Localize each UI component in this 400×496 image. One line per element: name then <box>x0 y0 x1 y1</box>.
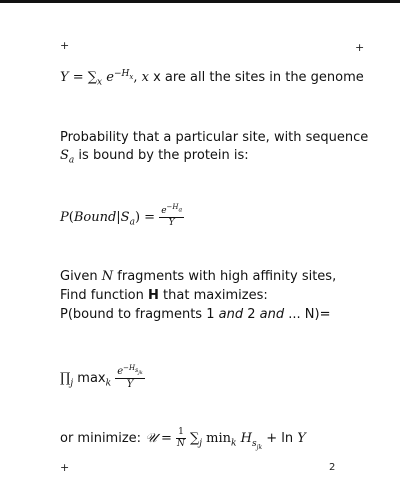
probability-text-line-2: $S_a$ is bound by the protein is: <box>60 148 249 166</box>
minimize-text: or minimize: <box>60 431 142 446</box>
given-text-b: fragments with high affinity sites, <box>117 269 337 284</box>
product-max-equation: $\prod_j$ $\max_k$ $\frac{e^{-H_{s_{jk}}}}{Y}$ <box>60 363 143 390</box>
find-function-line <box>60 288 268 304</box>
bound-text-c: ... N)= <box>288 307 331 322</box>
bound-text-a: P(bound to fragments 1 <box>60 307 215 322</box>
one-over-n-fraction: $\frac{1}{N}$ <box>176 427 185 449</box>
product-max-fraction: $\frac{e^{-H_{s_{jk}}}}{Y}$ <box>117 363 143 390</box>
page-number: 2 <box>329 462 336 473</box>
crop-mark-bottom-left: + <box>60 461 70 474</box>
bound-probability-equation: $P(Bound|S_a)$ = $\frac{e^{-H_a}}{Y}$ <box>60 203 183 228</box>
definition-y: $Y = \sum_x$ $e^{-H_x}$, x x are all the sites in the genome <box>60 68 364 88</box>
probability-text-a: Probability that a particular site, with sequence <box>60 130 369 145</box>
bound-and-1: and <box>218 307 244 322</box>
top-rule <box>0 0 400 3</box>
probability-text-b: is bound by the protein is: <box>78 148 249 163</box>
bound-and-2: and <box>259 307 285 322</box>
max-operator: max <box>77 371 106 386</box>
crop-mark-top-right: + <box>355 41 365 54</box>
given-fragments-line: Given N fragments with high affinity sites, <box>60 269 337 284</box>
definition-y-text: x are all the sites in the genome <box>153 70 364 85</box>
ln-text: + ln <box>266 431 294 446</box>
bound-text-b: 2 <box>247 307 256 322</box>
find-text-b: that maximizes: <box>163 288 268 303</box>
probability-text-line-1 <box>60 130 368 146</box>
bound-probability-fraction: $\frac{e^{-H_a}}{Y}$ <box>161 203 183 228</box>
crop-mark-top-left: + <box>60 39 70 52</box>
given-text-a: Given <box>60 269 98 284</box>
y-equation: Y <box>60 70 69 85</box>
minimize-line: or minimize: 𝒰 = $\frac{1}{N}$ $\sum_j$ $\min_k H_{s_{jk}} + \ln Y$ <box>60 427 306 451</box>
function-h: H <box>148 288 159 303</box>
find-text-a: Find function <box>60 288 144 303</box>
bound-fragments-line <box>60 307 330 323</box>
